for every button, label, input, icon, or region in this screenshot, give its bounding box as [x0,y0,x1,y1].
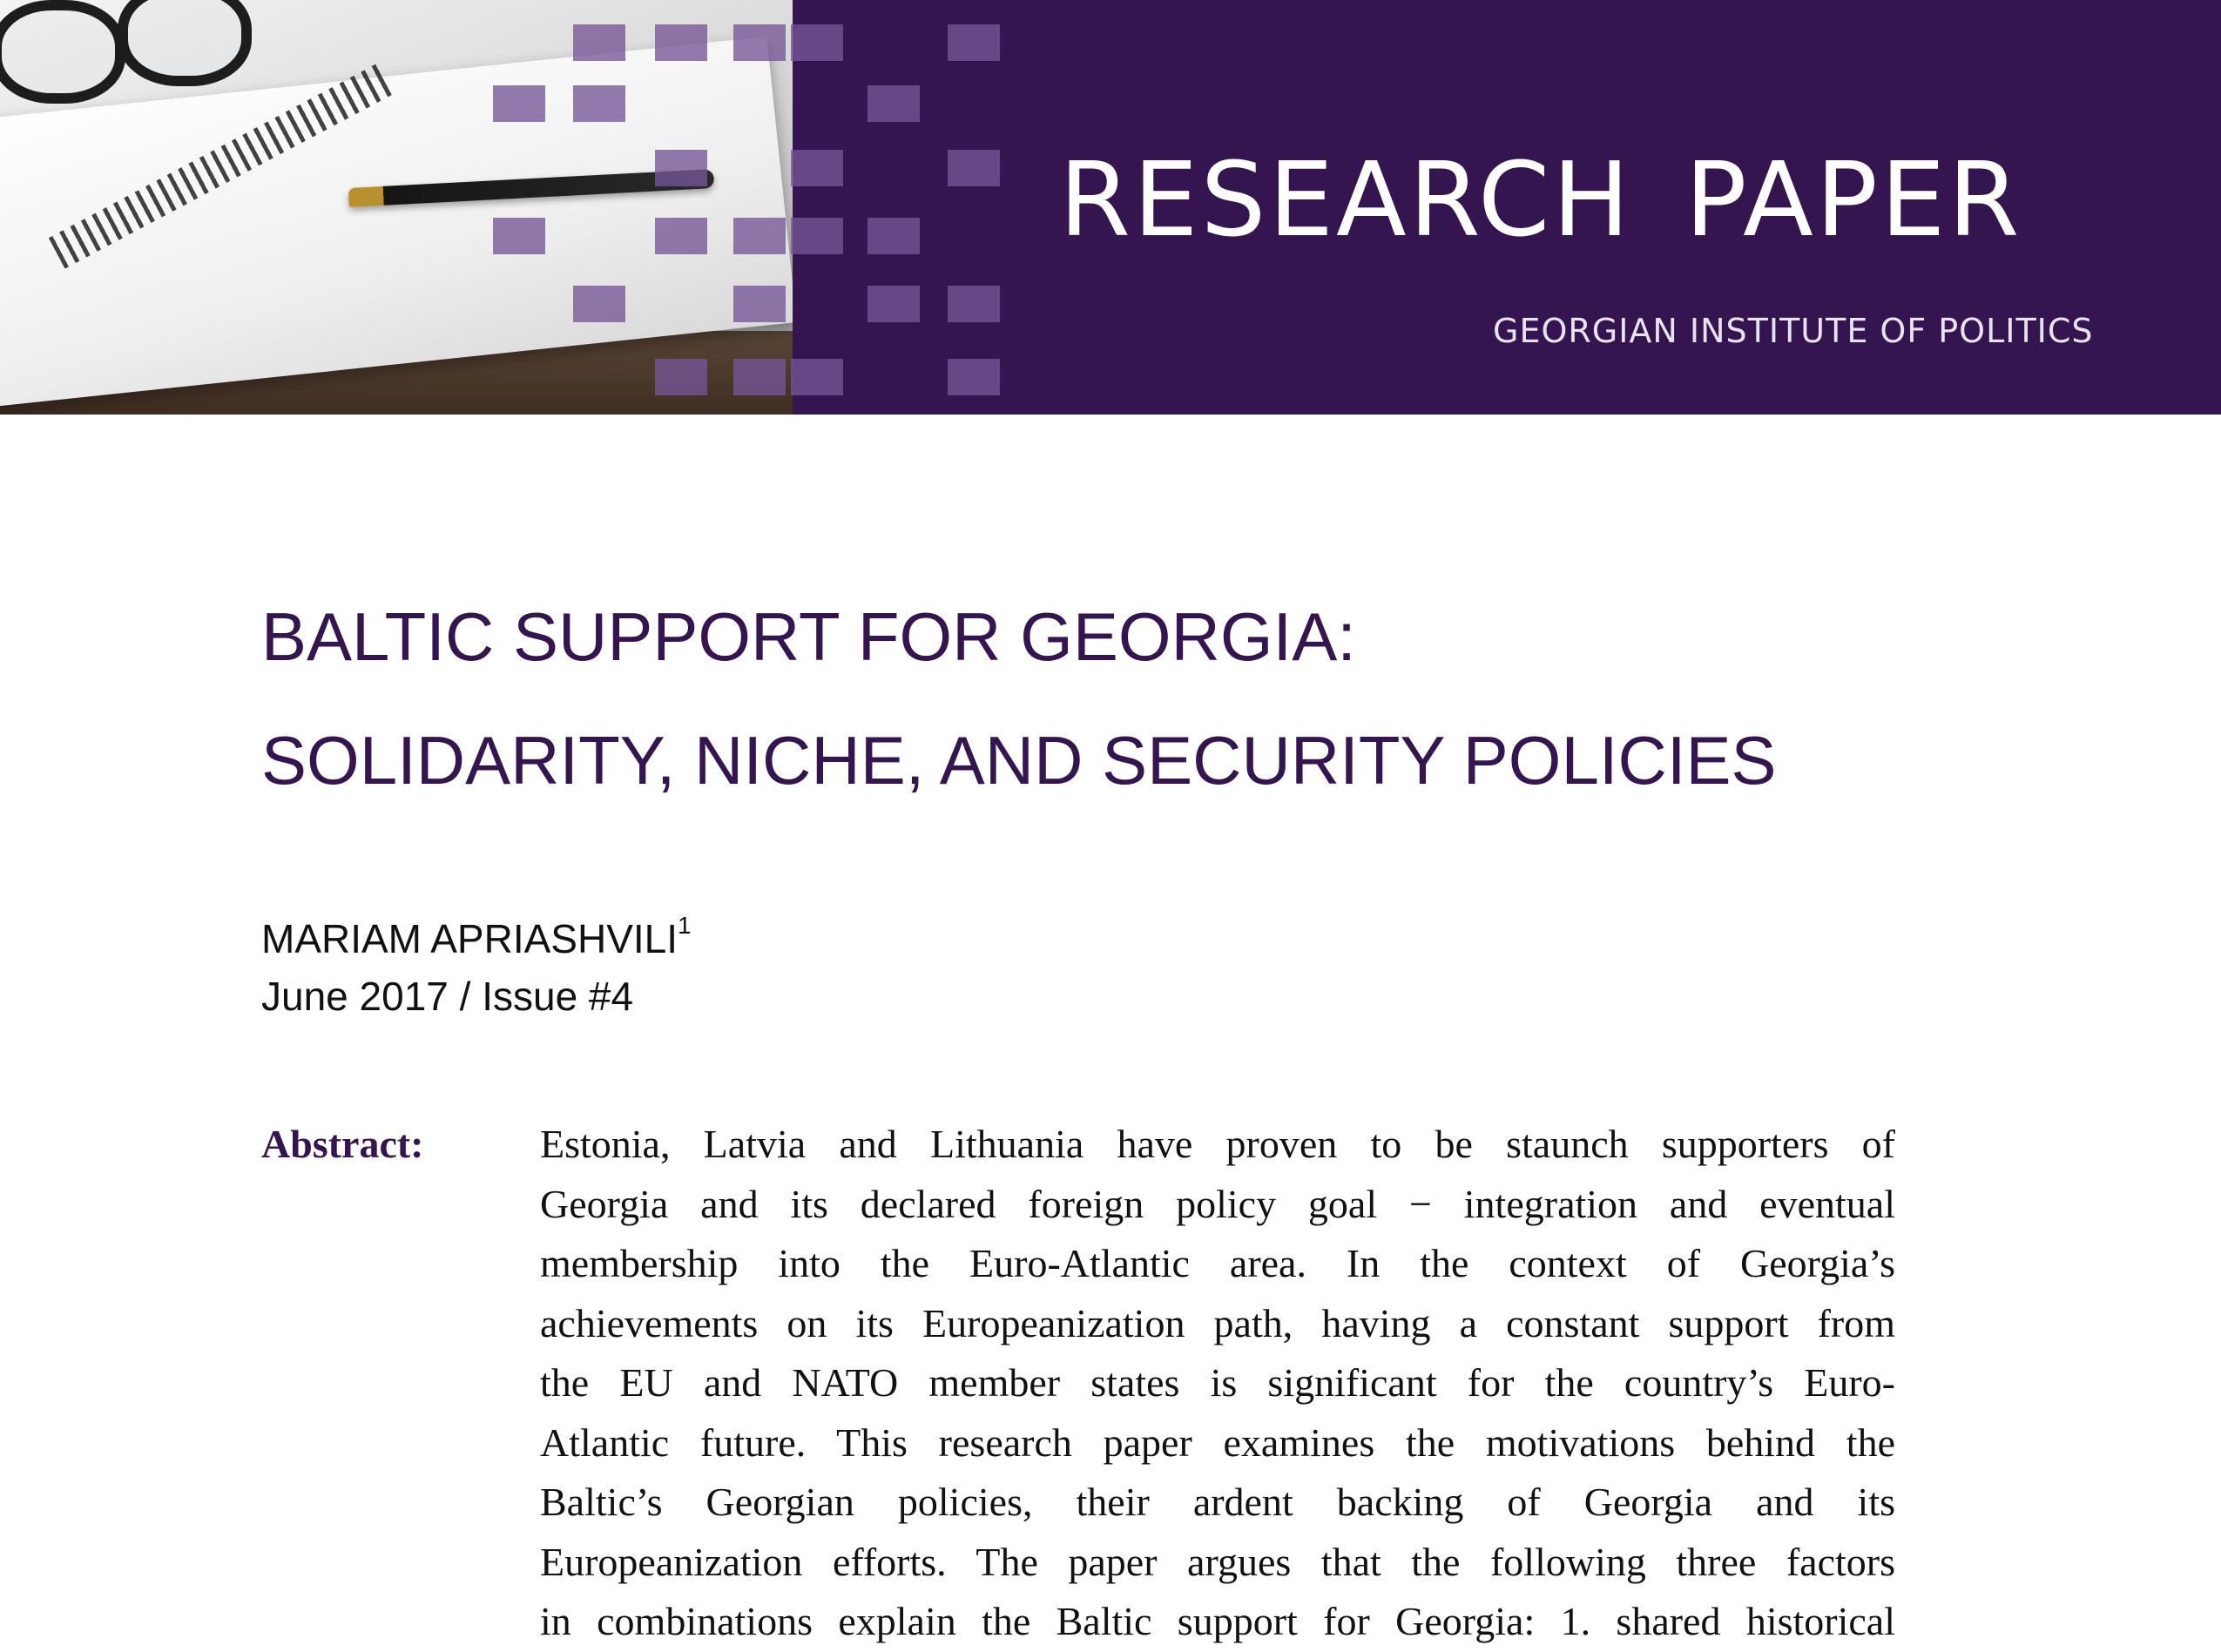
pattern-square [655,24,707,61]
desk-photo [0,0,793,415]
glasses-lens-left [0,0,125,104]
abstract-label: Abstract: [261,1122,424,1166]
footnote-marker[interactable]: 1 [678,912,692,939]
pattern-square [791,359,843,395]
pattern-square [573,85,625,122]
author-block [261,910,692,1025]
pattern-square [493,218,545,254]
author-name: MARIAM APRIASHVILI [261,916,678,961]
pattern-square [733,218,786,254]
header-banner [0,0,2221,415]
glasses-lens-right [118,0,252,86]
pattern-square [655,150,707,186]
pattern-square [733,286,786,322]
banner-subtitle: GEORGIAN INSTITUTE OF POLITICS [1493,312,2094,350]
pattern-square [948,359,1000,395]
pattern-square [948,286,1000,322]
glasses-image [0,0,192,87]
pattern-square [733,24,786,61]
abstract-line: membership into the Euro-Atlantic area. In the context of Georgia’s [540,1241,1895,1285]
pattern-square [867,218,920,254]
pattern-square [573,24,625,61]
abstract-line: Estonia, Latvia and Lithuania have proven to be staunch supporters of [540,1122,1895,1166]
abstract-line: achievements on its Europeanization path, having a constant support from [540,1300,1895,1345]
pattern-square [493,85,545,122]
abstract-line: Baltic’s Georgian policies, their ardent backing of Georgia and its [540,1480,1895,1524]
banner-title: RESEARCH PAPER [1059,139,2022,260]
pattern-square [791,24,843,61]
abstract-line: the EU and NATO member states is significant for the country’s Euro- [540,1360,1895,1405]
abstract-line: Europeanization efforts. The paper argues that the following three factors [540,1539,1895,1584]
pattern-square [948,150,1000,186]
abstract-text [540,1115,1895,1652]
pattern-square [655,359,707,395]
pattern-square [867,85,920,122]
pattern-square [791,218,843,254]
date-issue: June 2017 / Issue #4 [261,974,634,1019]
abstract-line: in combinations explain the Baltic support for Georgia: 1. shared historical [540,1599,1895,1643]
pattern-square [948,24,1000,61]
pattern-square [867,286,920,322]
paper-title-line-2: SOLIDARITY, NICHE, AND SECURITY POLICIES [261,722,1777,799]
pattern-square [791,150,843,186]
paper-title-line-1: BALTIC SUPPORT FOR GEORGIA: [261,598,1356,675]
paper-title [261,575,1777,822]
abstract-line: Georgia and its declared foreign policy goal − integration and eventual [540,1181,1895,1226]
pattern-square [655,218,707,254]
pattern-square [573,286,625,322]
abstract-line: Atlantic future. This research paper examines the motivations behind the [540,1419,1895,1465]
pattern-square [733,359,786,395]
author-line [261,910,692,968]
